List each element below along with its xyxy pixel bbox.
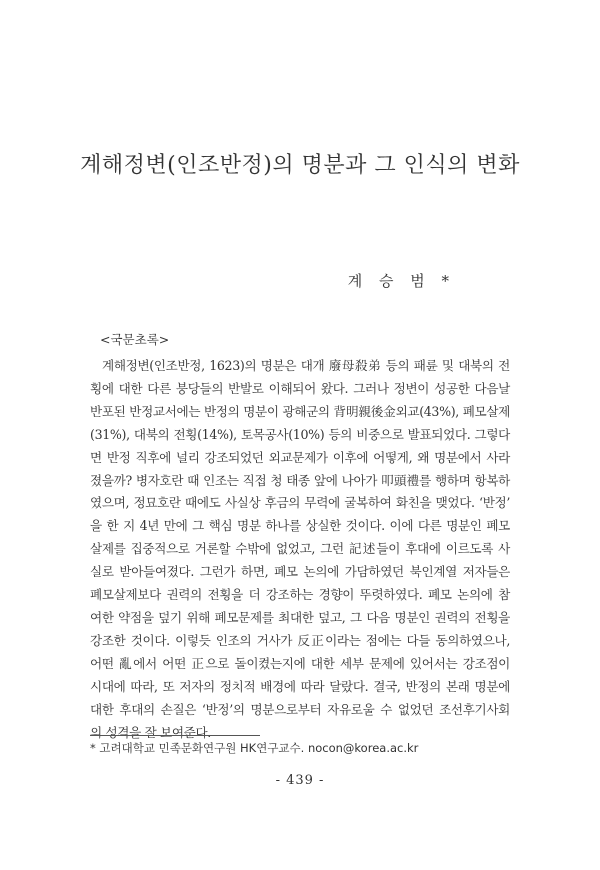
abstract-line: 강조한 것이다. 이렇듯 인조의 거사가 反正이라는 점에는 다들 동의하였으나, (90, 632, 510, 648)
abstract-label: <국문초록> (100, 332, 170, 347)
abstract-line: 반포된 반정교서에는 반정의 명분이 광해군의 背明親後金외교(43%), 폐모살제 (90, 403, 510, 419)
abstract-line: 계해정변(인조반정, 1623)의 명분은 대개 廢母殺弟 등의 패륜 및 대북의 전 (102, 358, 510, 373)
footnote-divider (90, 735, 260, 736)
abstract-line: 어떤 亂에서 어떤 正으로 돌이켰는지에 대한 세부 문제에 있어서는 강조점이 (90, 655, 510, 671)
abstract-line: 실로 받아들여졌다. 그런가 하면, 폐모 논의에 가담하였던 북인계열 저자들은 (90, 564, 510, 580)
abstract-body (90, 355, 510, 744)
paper-title: 계해정변(인조반정)의 명분과 그 인식의 변화 (80, 153, 520, 178)
abstract-line: 여한 약점을 덮기 위해 폐모문제를 최대한 덮고, 그 다음 명분인 권력의 전횡을 (90, 609, 510, 625)
abstract-line: 였으며, 정묘호란 때에도 사실상 후금의 무력에 굴복하여 화친을 맺었다. ‘반정’ (90, 495, 510, 511)
abstract-line: 대한 후대의 손질은 ‘반정’의 명분으로부터 자유로울 수 없었던 조선후기사회 (90, 701, 510, 717)
abstract-line: 면 반정 직후에 널리 강조되었던 외교문제가 이후에 어떻게, 왜 명분에서 사라 (90, 449, 510, 465)
author-name: 계 승 범 * (347, 272, 455, 290)
page-number: - 439 - (275, 773, 325, 788)
abstract-line: 의 성격을 잘 보여준다. (90, 724, 211, 740)
abstract-line: 횡에 대한 다른 붕당들의 반발로 이해되어 왔다. 그러나 정변이 성공한 다음날 (90, 380, 510, 396)
abstract-line: 살제를 집중적으로 거론할 수밖에 없었고, 그런 記述들이 후대에 이르도록 사 (90, 541, 510, 557)
footnote: * 고려대학교 민족문화연구원 HK연구교수. nocon@korea.ac.kr (90, 741, 419, 755)
abstract-line: 폐모살제보다 권력의 전횡을 더 강조하는 경향이 뚜렷하였다. 폐모 논의에 참 (90, 587, 510, 603)
abstract-line: 을 한 지 4년 만에 그 핵심 명분 하나를 상실한 것이다. 이에 다른 명분인 폐모 (90, 518, 510, 534)
abstract-line: (31%), 대북의 전횡(14%), 토목공사(10%) 등의 비중으로 발표되었다. 그렇다 (90, 426, 510, 442)
abstract-line: 졌을까? 병자호란 때 인조는 직접 청 태종 앞에 나아가 叩頭禮를 행하며 항복하 (90, 472, 510, 488)
abstract-line: 시대에 따라, 또 저자의 정치적 배경에 따라 달랐다. 결국, 반정의 본래 명분에 (90, 678, 510, 694)
